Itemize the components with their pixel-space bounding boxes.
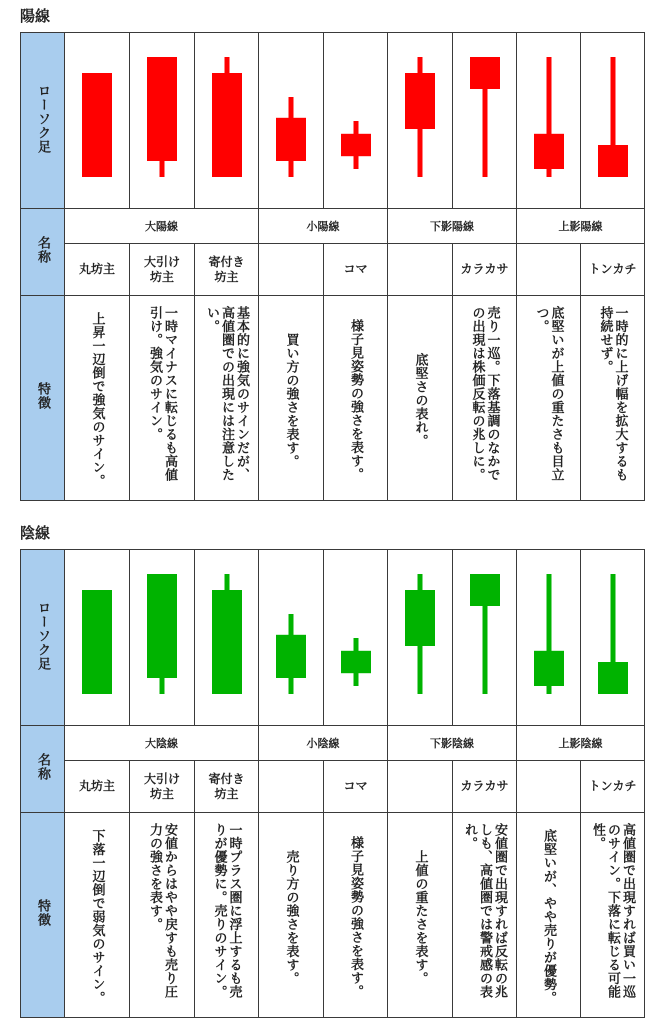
name-label: 名称 <box>35 753 50 781</box>
pattern-name-line: トンカチ <box>588 262 637 276</box>
candle-body <box>212 590 242 694</box>
pattern-name <box>388 244 453 296</box>
pattern-name <box>65 761 130 813</box>
candle-body <box>147 57 177 161</box>
candle-body <box>470 574 500 606</box>
group-row <box>21 726 645 761</box>
pattern-name-line: 坊主 <box>214 269 239 284</box>
candle-cell <box>581 33 645 209</box>
candle-cell <box>517 550 581 726</box>
candlestick-icon <box>271 41 311 201</box>
pattern-name-line: 寄付き <box>208 254 245 269</box>
candle-cell <box>388 550 453 726</box>
feature-cell <box>581 813 645 1018</box>
candlestick-icon <box>336 558 376 718</box>
name-label: 名称 <box>35 236 50 264</box>
feature-cell <box>581 296 645 501</box>
pattern-name-line: カラカサ <box>460 262 509 276</box>
candle-cell <box>324 550 388 726</box>
candle-body <box>598 145 628 177</box>
section-title: 陽線 <box>20 7 51 25</box>
group-label: 小陰線 <box>259 726 388 761</box>
candle-row <box>21 33 645 209</box>
row-label-candle <box>21 33 65 209</box>
candle-body <box>147 574 177 678</box>
candlestick-icon <box>77 41 117 201</box>
pattern-name <box>581 244 645 296</box>
group-label: 上影陰線 <box>517 726 645 761</box>
candle-row <box>21 550 645 726</box>
group-label: 下影陽線 <box>388 209 517 244</box>
candle-cell <box>517 33 581 209</box>
pattern-name <box>130 244 195 296</box>
candle-body <box>341 650 371 672</box>
candlestick-icon <box>593 41 633 201</box>
candle-body <box>341 133 371 155</box>
candle-cell <box>65 33 130 209</box>
feature-label: 特徴 <box>35 899 50 927</box>
group-label: 上影陽線 <box>517 209 645 244</box>
feature-text: 売り方の強さを表す。 <box>283 849 299 985</box>
group-label: 下影陰線 <box>388 726 517 761</box>
pattern-name <box>388 761 453 813</box>
candle-body <box>82 73 112 177</box>
feature-cell <box>388 296 453 501</box>
candle-cell <box>453 33 517 209</box>
pattern-name-line: カラカサ <box>460 779 509 793</box>
row-label-candle <box>21 550 65 726</box>
feature-text: 一時マイナスに転じるも高値引け。強気のサイン。 <box>147 306 177 482</box>
pattern-name-line: 丸坊主 <box>78 262 115 276</box>
candle-label: ローソク足 <box>35 83 50 154</box>
pattern-name-line: コマ <box>343 262 368 276</box>
candle-body <box>470 57 500 89</box>
pattern-name-line: 坊主 <box>214 786 239 801</box>
feature-text: 安値圏で出現すれば反転の兆しも、高値圏では警戒感の表れ。 <box>462 823 507 999</box>
candlestick-icon <box>207 41 247 201</box>
candle-cell <box>259 550 324 726</box>
candle-cell <box>65 550 130 726</box>
group-row <box>21 209 645 244</box>
feature-text: 買い方の強さを表す。 <box>283 332 299 468</box>
pattern-name <box>195 761 259 813</box>
candle-body <box>82 590 112 694</box>
candle-cell <box>195 550 259 726</box>
feature-text: 売り一巡。下落基調のなかでの出現は株価反転の兆しに。 <box>469 306 500 482</box>
candle-cell <box>259 33 324 209</box>
candle-cell <box>130 550 195 726</box>
pattern-name <box>324 761 388 813</box>
name-row <box>21 244 645 296</box>
feature-cell <box>65 813 130 1018</box>
candlestick-icon <box>77 558 117 718</box>
feature-cell <box>324 813 388 1018</box>
section-title: 陰線 <box>20 524 51 542</box>
candlestick-icon <box>271 558 311 718</box>
candlestick-table <box>20 32 645 501</box>
pattern-name <box>65 244 130 296</box>
candle-cell <box>453 550 517 726</box>
candlestick-icon <box>142 558 182 718</box>
feature-text: 底堅いが、やや売りが優勢。 <box>541 829 556 1005</box>
pattern-name-line: 寄付き <box>208 771 245 786</box>
candle-body <box>534 650 564 685</box>
feature-text: 下落一辺倒で弱気のサイン。 <box>89 829 105 1005</box>
feature-row <box>21 813 645 1018</box>
pattern-name <box>324 244 388 296</box>
candlestick-icon <box>529 558 569 718</box>
candle-body <box>534 133 564 168</box>
candlestick-icon <box>207 558 247 718</box>
candlestick-icon <box>142 41 182 201</box>
candlestick-icon <box>465 558 505 718</box>
row-label-name <box>21 726 65 813</box>
candlestick-icon <box>593 558 633 718</box>
feature-text: 基本的に強気のサインだが、高値圏での出現には注意したい。 <box>204 306 249 482</box>
pattern-name <box>581 761 645 813</box>
pattern-name <box>259 244 324 296</box>
row-label-feature <box>21 296 65 501</box>
feature-text: 様子見姿勢の強さを表す。 <box>348 836 363 998</box>
group-label: 小陽線 <box>259 209 388 244</box>
feature-text: 様子見姿勢の強さを表す。 <box>348 319 363 481</box>
candlestick-icon <box>400 558 440 718</box>
candle-label: ローソク足 <box>35 600 50 671</box>
candlestick-icon <box>529 41 569 201</box>
pattern-name-line: 坊主 <box>149 786 174 801</box>
candlestick-table <box>20 549 645 1018</box>
pattern-name <box>195 244 259 296</box>
pattern-name-line: 大引け <box>143 254 180 269</box>
row-label-feature <box>21 813 65 1018</box>
name-row <box>21 761 645 813</box>
feature-cell <box>195 296 259 501</box>
candle-cell <box>195 33 259 209</box>
candle-cell <box>388 33 453 209</box>
feature-text: 一時的に上げ幅を拡大するも持続せず。 <box>597 306 628 482</box>
feature-cell <box>324 296 388 501</box>
feature-text: 高値圏で出現すれば買い一巡のサイン。下落に転じる可能性。 <box>590 823 635 999</box>
feature-cell <box>517 813 581 1018</box>
pattern-name-line: トンカチ <box>588 779 637 793</box>
candle-body <box>276 117 306 160</box>
feature-cell <box>259 813 324 1018</box>
candlestick-icon <box>465 41 505 201</box>
candle-body <box>212 73 242 177</box>
feature-text: 上値の重たさを表す。 <box>412 849 428 985</box>
feature-text: 安値からはやや戻すも売り圧力の強さを表す。 <box>147 823 177 999</box>
candle-cell <box>581 550 645 726</box>
feature-cell <box>453 813 517 1018</box>
pattern-name-line: 丸坊主 <box>78 779 115 793</box>
feature-text: 一時プラス圏に浮上するも売りが優勢に。売りのサイン。 <box>211 823 242 999</box>
feature-text: 底堅いが上値の重たさも目立つ。 <box>533 306 564 482</box>
feature-text: 底堅さの表れ。 <box>412 352 428 448</box>
feature-cell <box>195 813 259 1018</box>
candle-body <box>598 662 628 694</box>
pattern-name-line: コマ <box>343 779 368 793</box>
candle-body <box>405 73 435 129</box>
feature-cell <box>130 296 195 501</box>
candlestick-icon <box>336 41 376 201</box>
feature-text: 上昇一辺倒で強気のサイン。 <box>89 312 105 488</box>
feature-cell <box>130 813 195 1018</box>
pattern-name <box>453 244 517 296</box>
feature-cell <box>388 813 453 1018</box>
group-label: 大陽線 <box>65 209 259 244</box>
candle-body <box>405 590 435 646</box>
pattern-name <box>259 761 324 813</box>
feature-label: 特徴 <box>35 382 50 410</box>
feature-cell <box>259 296 324 501</box>
row-label-name <box>21 209 65 296</box>
group-label: 大陰線 <box>65 726 259 761</box>
pattern-name-line: 坊主 <box>149 269 174 284</box>
feature-cell <box>65 296 130 501</box>
feature-cell <box>517 296 581 501</box>
pattern-name-line: 大引け <box>143 771 180 786</box>
candle-cell <box>324 33 388 209</box>
pattern-name <box>517 244 581 296</box>
pattern-name <box>517 761 581 813</box>
pattern-name <box>453 761 517 813</box>
candlestick-icon <box>400 41 440 201</box>
candle-cell <box>130 33 195 209</box>
pattern-name <box>130 761 195 813</box>
feature-cell <box>453 296 517 501</box>
feature-row <box>21 296 645 501</box>
candle-body <box>276 634 306 677</box>
